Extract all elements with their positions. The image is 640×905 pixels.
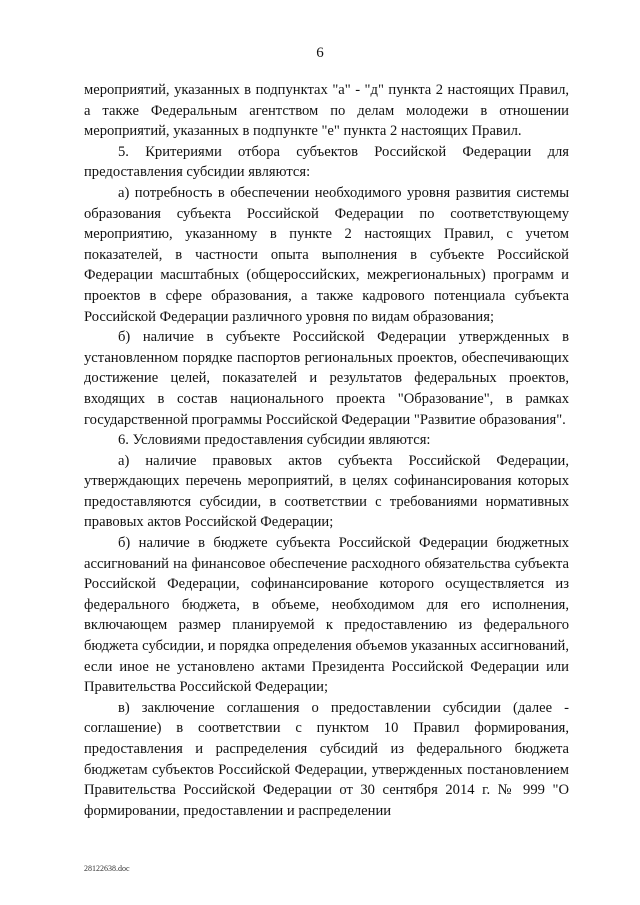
paragraph: 5. Критериями отбора субъектов Российской Федерации для предоставления субсидии являются: bbox=[84, 143, 569, 181]
paragraph: б) наличие в субъекте Российской Федерации утвержденных в установленном порядке паспортов региональных проектов, обеспечивающих достижение целей, показателей и результатов федеральных проектов, входящих в состав национального проекта "Образование", в рамках государственной программы Российской Федерации "Развитие образования". bbox=[84, 329, 569, 428]
paragraph: а) потребность в обеспечении необходимого уровня развития системы образования субъекта Российской Федерации по соответствующему мероприятию, указанному в пункте 2 настоящих Правил, с учетом показателей, в частности опыта выполнения в субъекте Российской Федерации масштабных (общероссийских, межрегиональных) программ и проектов в сфере образования, а также кадрового потенциала субъекта Российской Федерации различного уровня по видам образования; bbox=[84, 184, 569, 325]
page-number: 6 bbox=[316, 45, 324, 61]
paragraph: мероприятий, указанных в подпунктах "а" - "д" пункта 2 настоящих Правил, а также Федеральным агентством по делам молодежи в отношении мероприятий, указанных в подпункте "е" пункта 2 настоящих Правил. bbox=[84, 82, 569, 140]
paragraph: в) заключение соглашения о предоставлении субсидии (далее - соглашение) в соответствии с пунктом 10 Правил формирования, предоставления и распределения субсидий из федерального бюджета бюджетам субъектов Российской Федерации, утвержденных постановлением Правительства Российской Федерации от 30 сентября 2014 г. № 999 "О формировании, предоставлении и распределении bbox=[84, 699, 569, 819]
paragraph: 6. Условиями предоставления субсидии являются: bbox=[118, 432, 431, 449]
paragraph: а) наличие правовых актов субъекта Российской Федерации, утверждающих перечень мероприятий, в целях софинансирования которых предоставляются субсидии, в соответствии с требованиями нормативных правовых актов Российской Федерации; bbox=[84, 452, 569, 531]
paragraph: б) наличие в бюджете субъекта Российской Федерации бюджетных ассигнований на финансовое обеспечение расходного обязательства субъекта Российской Федерации, софинансирование которого осуществляется из федерального бюджета, в объеме, необходимом для его исполнения, включающем размер планируемой к предоставлению из федерального бюджета субсидии, и порядка определения объемов указанных ассигнований, если иное не установлено актами Президента Российской Федерации или Правительства Российской Федерации; bbox=[84, 535, 569, 696]
document-body bbox=[84, 80, 569, 821]
footer-filename: 28122638.doc bbox=[84, 864, 130, 873]
